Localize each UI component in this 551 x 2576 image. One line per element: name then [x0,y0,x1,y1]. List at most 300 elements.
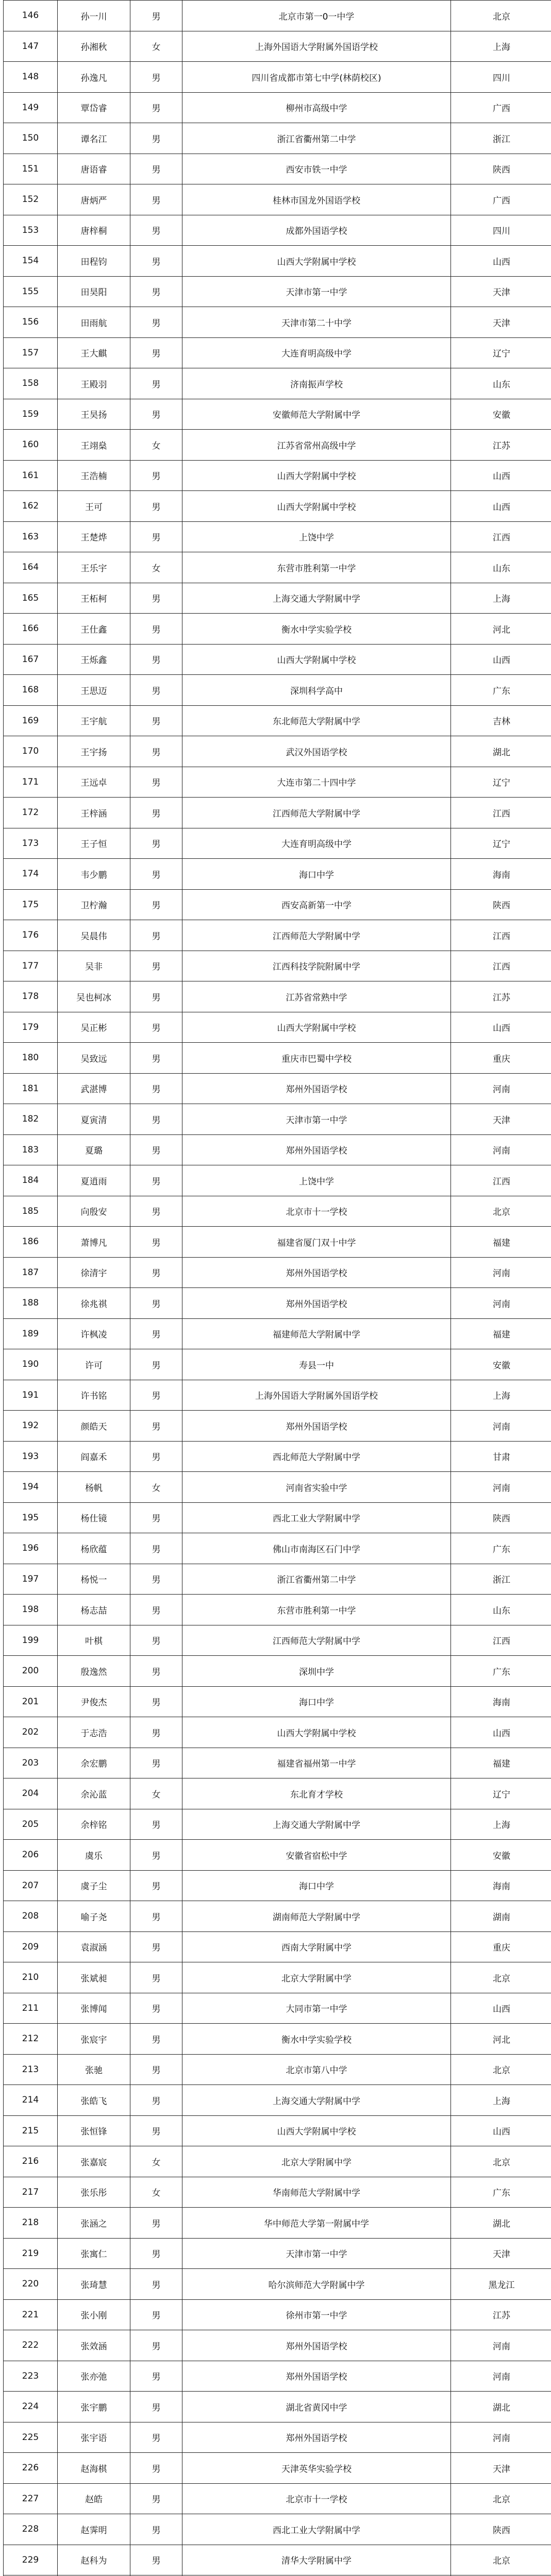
student-name-cell: 吴非 [58,951,130,981]
gender-cell: 男 [130,1686,182,1717]
gender-cell: 男 [130,981,182,1012]
student-name-cell: 王远卓 [58,767,130,798]
roster-table [3,0,551,2576]
student-name-cell: 吴正彬 [58,1012,130,1043]
row-number-cell: 219 [4,2238,58,2269]
student-name-cell: 杨帆 [58,1472,130,1503]
student-name-cell: 谭名江 [58,123,130,154]
table-row [4,2024,551,2055]
student-name-cell: 尹俊杰 [58,1686,130,1717]
school-name-cell: 桂林市国龙外国语学校 [182,184,451,215]
school-name-cell: 上海交通大学附属中学 [182,2085,451,2116]
table-row [4,1196,551,1227]
province-cell: 北京 [451,1962,551,1993]
gender-cell: 女 [130,1778,182,1809]
row-number-cell: 174 [4,859,58,890]
student-name-cell: 唐语睿 [58,154,130,184]
school-name-cell: 东北育才学校 [182,1778,451,1809]
table-row [4,1134,551,1165]
row-number-cell: 160 [4,430,58,461]
table-row [4,1717,551,1748]
school-name-cell: 山西大学附属中学校 [182,460,451,491]
province-cell: 广西 [451,184,551,215]
row-number-cell: 226 [4,2453,58,2484]
gender-cell: 男 [130,2330,182,2361]
province-cell: 上海 [451,31,551,62]
table-row [4,2177,551,2208]
row-number-cell: 177 [4,951,58,981]
province-cell: 河南 [451,1288,551,1319]
row-number-cell: 200 [4,1656,58,1687]
row-number-cell: 209 [4,1931,58,1962]
row-number-cell: 202 [4,1717,58,1748]
province-cell: 甘肃 [451,1441,551,1472]
table-row [4,337,551,368]
student-name-cell: 袁淑涵 [58,1931,130,1962]
table-row [4,430,551,461]
school-name-cell: 西北工业大学附属中学 [182,2514,451,2545]
student-name-cell: 孙逸凡 [58,62,130,93]
student-name-cell: 夏寅清 [58,1104,130,1135]
row-number-cell: 197 [4,1564,58,1595]
student-name-cell: 于志浩 [58,1717,130,1748]
student-name-cell: 卫柠瀚 [58,889,130,920]
gender-cell: 男 [130,2299,182,2330]
table-row [4,2115,551,2146]
row-number-cell: 187 [4,1257,58,1288]
school-name-cell: 上饶中学 [182,1165,451,1196]
province-cell: 江苏 [451,2299,551,2330]
row-number-cell: 148 [4,62,58,93]
gender-cell: 男 [130,1104,182,1135]
row-number-cell: 166 [4,614,58,645]
gender-cell: 男 [130,583,182,614]
row-number-cell: 228 [4,2514,58,2545]
province-cell: 重庆 [451,1043,551,1074]
table-row [4,92,551,123]
row-number-cell: 171 [4,767,58,798]
gender-cell: 男 [130,1901,182,1932]
student-name-cell: 王可 [58,491,130,522]
province-cell: 广东 [451,1656,551,1687]
province-cell: 江西 [451,1165,551,1196]
school-name-cell: 海口中学 [182,859,451,890]
table-row [4,2483,551,2514]
province-cell: 陕西 [451,889,551,920]
row-number-cell: 196 [4,1533,58,1564]
table-row [4,1165,551,1196]
row-number-cell: 170 [4,736,58,767]
school-name-cell: 四川省成都市第七中学(林荫校区) [182,62,451,93]
row-number-cell: 189 [4,1318,58,1349]
gender-cell: 男 [130,2453,182,2484]
school-name-cell: 清华大学附属中学 [182,2545,451,2575]
school-name-cell: 海口中学 [182,1870,451,1901]
student-name-cell: 张斌昶 [58,1962,130,1993]
school-name-cell: 北京市十一学校 [182,2483,451,2514]
gender-cell: 男 [130,1656,182,1687]
gender-cell: 男 [130,399,182,430]
row-number-cell: 212 [4,2024,58,2055]
table-row [4,1564,551,1595]
province-cell: 河南 [451,2330,551,2361]
student-name-cell: 虞乐 [58,1840,130,1871]
province-cell: 北京 [451,2545,551,2575]
student-name-cell: 武湛博 [58,1073,130,1104]
student-name-cell: 徐兆祺 [58,1288,130,1319]
province-cell: 山东 [451,1595,551,1625]
gender-cell: 男 [130,675,182,706]
school-name-cell: 徐州市第一中学 [182,2299,451,2330]
student-name-cell: 田昊阳 [58,276,130,307]
school-name-cell: 西北师范大学附属中学 [182,1441,451,1472]
table-row [4,2299,551,2330]
row-number-cell: 180 [4,1043,58,1074]
province-cell: 湖南 [451,1901,551,1932]
school-name-cell: 山西大学附属中学校 [182,1717,451,1748]
gender-cell: 男 [130,1533,182,1564]
gender-cell: 女 [130,31,182,62]
province-cell: 四川 [451,62,551,93]
student-name-cell: 唐炳严 [58,184,130,215]
gender-cell: 男 [130,184,182,215]
table-row [4,705,551,736]
gender-cell: 男 [130,2422,182,2453]
province-cell: 浙江 [451,1564,551,1595]
student-name-cell: 赵皓 [58,2483,130,2514]
student-name-cell: 颜皓天 [58,1411,130,1442]
table-row [4,1962,551,1993]
province-cell: 湖北 [451,736,551,767]
gender-cell: 男 [130,1073,182,1104]
gender-cell: 男 [130,337,182,368]
student-name-cell: 王楚烨 [58,521,130,552]
table-row [4,1840,551,1871]
province-cell: 北京 [451,2054,551,2085]
row-number-cell: 191 [4,1380,58,1411]
row-number-cell: 178 [4,981,58,1012]
row-number-cell: 190 [4,1349,58,1380]
province-cell: 天津 [451,2453,551,2484]
student-name-cell: 喻子尧 [58,1901,130,1932]
gender-cell: 男 [130,1564,182,1595]
table-row [4,2146,551,2177]
school-name-cell: 东营市胜利第一中学 [182,1595,451,1625]
school-name-cell: 东北师范大学附属中学 [182,705,451,736]
school-name-cell: 衡水中学实验学校 [182,2024,451,2055]
student-name-cell: 王大麒 [58,337,130,368]
province-cell: 安徽 [451,1349,551,1380]
row-number-cell: 172 [4,798,58,828]
table-row [4,1595,551,1625]
school-name-cell: 海口中学 [182,1686,451,1717]
row-number-cell: 181 [4,1073,58,1104]
gender-cell: 男 [130,1380,182,1411]
table-row [4,1288,551,1319]
row-number-cell: 155 [4,276,58,307]
gender-cell: 男 [130,2085,182,2116]
table-row [4,1533,551,1564]
school-name-cell: 天津市第二十中学 [182,307,451,338]
school-name-cell: 天津英华实验学校 [182,2453,451,2484]
table-row [4,767,551,798]
student-name-cell: 王宇扬 [58,736,130,767]
school-name-cell: 衡水中学实验学校 [182,614,451,645]
school-name-cell: 福建师范大学附属中学 [182,1318,451,1349]
school-name-cell: 山西大学附属中学校 [182,644,451,675]
row-number-cell: 173 [4,828,58,859]
table-row [4,675,551,706]
province-cell: 山东 [451,368,551,399]
table-row [4,399,551,430]
table-row [4,1901,551,1932]
province-cell: 山西 [451,246,551,277]
student-name-cell: 徐清宇 [58,1257,130,1288]
row-number-cell: 214 [4,2085,58,2116]
table-row [4,1748,551,1778]
student-name-cell: 田雨航 [58,307,130,338]
gender-cell: 男 [130,62,182,93]
student-name-cell: 余沁蓝 [58,1778,130,1809]
school-name-cell: 寿县一中 [182,1349,451,1380]
province-cell: 山西 [451,1993,551,2024]
gender-cell: 男 [130,307,182,338]
gender-cell: 男 [130,1441,182,1472]
row-number-cell: 184 [4,1165,58,1196]
student-name-cell: 唐梓桐 [58,215,130,246]
school-name-cell: 武汉外国语学校 [182,736,451,767]
row-number-cell: 154 [4,246,58,277]
table-row [4,1043,551,1074]
province-cell: 湖北 [451,2392,551,2422]
row-number-cell: 175 [4,889,58,920]
row-number-cell: 162 [4,491,58,522]
roster-table-body [4,1,551,2576]
province-cell: 上海 [451,1380,551,1411]
gender-cell: 男 [130,705,182,736]
school-name-cell: 上饶中学 [182,521,451,552]
province-cell: 福建 [451,1227,551,1258]
student-name-cell: 张恒锋 [58,2115,130,2146]
row-number-cell: 210 [4,1962,58,1993]
school-name-cell: 华中师范大学第一附属中学 [182,2208,451,2239]
table-row [4,246,551,277]
school-name-cell: 郑州外国语学校 [182,1134,451,1165]
student-name-cell: 王乐宇 [58,552,130,583]
province-cell: 辽宁 [451,767,551,798]
province-cell: 河南 [451,1134,551,1165]
school-name-cell: 湖北省黄冈中学 [182,2392,451,2422]
province-cell: 河南 [451,1411,551,1442]
table-row [4,2238,551,2269]
school-name-cell: 北京大学附属中学 [182,1962,451,1993]
table-row [4,859,551,890]
student-name-cell: 张宸宇 [58,2024,130,2055]
gender-cell: 男 [130,2054,182,2085]
gender-cell: 男 [130,1840,182,1871]
province-cell: 陕西 [451,2514,551,2545]
row-number-cell: 222 [4,2330,58,2361]
row-number-cell: 227 [4,2483,58,2514]
table-row [4,2208,551,2239]
gender-cell: 男 [130,736,182,767]
gender-cell: 男 [130,1502,182,1533]
row-number-cell: 221 [4,2299,58,2330]
student-name-cell: 王烁鑫 [58,644,130,675]
gender-cell: 男 [130,828,182,859]
student-name-cell: 王宇航 [58,705,130,736]
gender-cell: 男 [130,2115,182,2146]
school-name-cell: 郑州外国语学校 [182,2330,451,2361]
school-name-cell: 哈尔滨师范大学附属中学 [182,2269,451,2300]
school-name-cell: 江苏省常州高级中学 [182,430,451,461]
province-cell: 江西 [451,1625,551,1656]
school-name-cell: 江西师范大学附属中学 [182,1625,451,1656]
table-row [4,2422,551,2453]
student-name-cell: 王梓涵 [58,798,130,828]
gender-cell: 男 [130,521,182,552]
row-number-cell: 156 [4,307,58,338]
student-name-cell: 王仕鑫 [58,614,130,645]
province-cell: 江西 [451,521,551,552]
gender-cell: 男 [130,1748,182,1778]
gender-cell: 男 [130,1196,182,1227]
table-row [4,828,551,859]
student-name-cell: 张乐彤 [58,2177,130,2208]
student-name-cell: 夏逍雨 [58,1165,130,1196]
row-number-cell: 163 [4,521,58,552]
school-name-cell: 成都外国语学校 [182,215,451,246]
student-name-cell: 张小刚 [58,2299,130,2330]
province-cell: 江西 [451,798,551,828]
school-name-cell: 柳州市高级中学 [182,92,451,123]
table-row [4,583,551,614]
school-name-cell: 上海外国语大学附属外国语学校 [182,31,451,62]
student-name-cell: 田程钧 [58,246,130,277]
table-row [4,1686,551,1717]
student-name-cell: 许书铭 [58,1380,130,1411]
province-cell: 广东 [451,1533,551,1564]
student-name-cell: 王昊扬 [58,399,130,430]
province-cell: 江苏 [451,430,551,461]
table-row [4,1472,551,1503]
table-row [4,184,551,215]
row-number-cell: 165 [4,583,58,614]
province-cell: 山西 [451,1717,551,1748]
row-number-cell: 216 [4,2146,58,2177]
table-row [4,736,551,767]
gender-cell: 男 [130,798,182,828]
province-cell: 广东 [451,675,551,706]
student-name-cell: 王殿羽 [58,368,130,399]
gender-cell: 男 [130,215,182,246]
student-name-cell: 吴晨伟 [58,920,130,951]
student-name-cell: 张效涵 [58,2330,130,2361]
table-row [4,981,551,1012]
school-name-cell: 山西大学附属中学校 [182,2115,451,2146]
row-number-cell: 192 [4,1411,58,1442]
table-row [4,1502,551,1533]
school-name-cell: 北京市第一0一中学 [182,1,451,31]
student-name-cell: 张宇鹏 [58,2392,130,2422]
student-name-cell: 赵海棋 [58,2453,130,2484]
row-number-cell: 213 [4,2054,58,2085]
province-cell: 河南 [451,2422,551,2453]
table-row [4,614,551,645]
gender-cell: 男 [130,614,182,645]
student-name-cell: 向殷安 [58,1196,130,1227]
row-number-cell: 183 [4,1134,58,1165]
school-name-cell: 郑州外国语学校 [182,1073,451,1104]
gender-cell: 男 [130,92,182,123]
row-number-cell: 223 [4,2361,58,2392]
table-row [4,1073,551,1104]
table-row [4,1411,551,1442]
table-row [4,1778,551,1809]
row-number-cell: 158 [4,368,58,399]
gender-cell: 男 [130,1288,182,1319]
gender-cell: 男 [130,2238,182,2269]
province-cell: 河北 [451,2024,551,2055]
province-cell: 福建 [451,1318,551,1349]
table-row [4,2269,551,2300]
table-row [4,920,551,951]
gender-cell: 男 [130,920,182,951]
school-name-cell: 福建省福州第一中学 [182,1748,451,1778]
row-number-cell: 218 [4,2208,58,2239]
school-name-cell: 上海交通大学附属中学 [182,583,451,614]
province-cell: 安徽 [451,1840,551,1871]
student-name-cell: 吴也柯冰 [58,981,130,1012]
table-row [4,521,551,552]
row-number-cell: 149 [4,92,58,123]
gender-cell: 男 [130,644,182,675]
province-cell: 黑龙江 [451,2269,551,2300]
student-name-cell: 覃岱睿 [58,92,130,123]
row-number-cell: 203 [4,1748,58,1778]
table-row [4,1380,551,1411]
school-name-cell: 湖南师范大学附属中学 [182,1901,451,1932]
student-name-cell: 张琦慧 [58,2269,130,2300]
row-number-cell: 179 [4,1012,58,1043]
gender-cell: 男 [130,951,182,981]
school-name-cell: 上海交通大学附属中学 [182,1809,451,1840]
province-cell: 北京 [451,2483,551,2514]
row-number-cell: 206 [4,1840,58,1871]
province-cell: 天津 [451,1104,551,1135]
table-row [4,2545,551,2575]
gender-cell: 男 [130,1165,182,1196]
province-cell: 陕西 [451,1502,551,1533]
student-name-cell: 叶棋 [58,1625,130,1656]
province-cell: 山东 [451,552,551,583]
row-number-cell: 229 [4,2545,58,2575]
row-number-cell: 188 [4,1288,58,1319]
table-row [4,1809,551,1840]
row-number-cell: 168 [4,675,58,706]
province-cell: 海南 [451,1686,551,1717]
province-cell: 湖北 [451,2208,551,2239]
gender-cell: 男 [130,1993,182,2024]
roster-table-container [3,0,549,2576]
school-name-cell: 大连育明高级中学 [182,337,451,368]
gender-cell: 男 [130,889,182,920]
row-number-cell: 164 [4,552,58,583]
row-number-cell: 199 [4,1625,58,1656]
school-name-cell: 北京市十一学校 [182,1196,451,1227]
province-cell: 上海 [451,2085,551,2116]
row-number-cell: 193 [4,1441,58,1472]
